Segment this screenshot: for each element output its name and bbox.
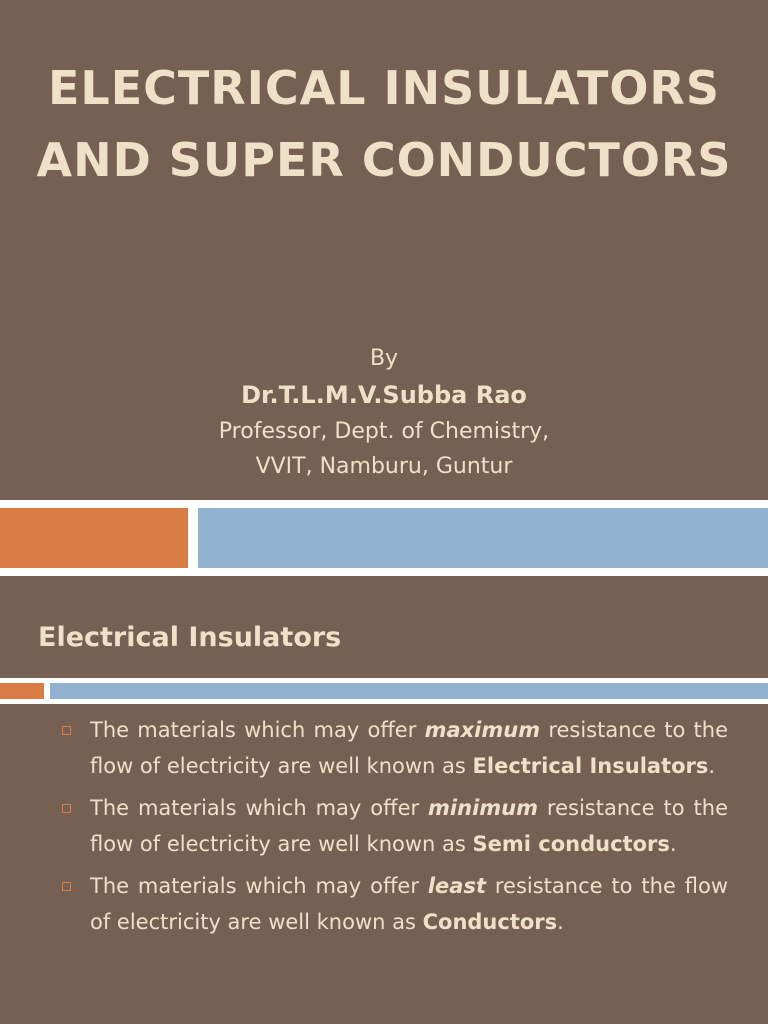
affiliation-line-2: VVIT, Namburu, Guntur xyxy=(255,454,513,479)
bullet-text-before: The materials which may offer xyxy=(90,874,428,898)
byline xyxy=(0,342,768,484)
orange-accent-bar xyxy=(0,508,188,568)
divider-band xyxy=(0,500,768,576)
hollow-square-bullet-icon xyxy=(62,804,71,813)
bullet-text-middle: resistance to the flow of electricity are well known as xyxy=(90,796,728,856)
orange-accent-bar-small xyxy=(0,683,44,699)
bullet-text-before: The materials which may offer xyxy=(90,796,429,820)
content-slide xyxy=(0,576,768,1024)
title-line-1: ELECTRICAL INSULATORS xyxy=(48,61,720,115)
blue-accent-bar xyxy=(198,508,768,568)
bullet-item xyxy=(0,712,768,784)
heading-divider-band xyxy=(0,678,768,704)
bullet-text-before: The materials which may offer xyxy=(90,718,425,742)
affiliation-line-1: Professor, Dept. of Chemistry, xyxy=(218,419,550,444)
bullet-emphasis: least xyxy=(427,874,486,898)
bullet-text-after: . xyxy=(669,832,677,856)
slide-heading: Electrical Insulators xyxy=(38,622,342,653)
bullet-term: Conductors xyxy=(422,910,558,934)
blue-accent-bar-wide xyxy=(50,683,768,699)
title-line-2: AND SUPER CONDUCTORS xyxy=(36,133,732,187)
bullet-emphasis: maximum xyxy=(424,718,541,742)
bullet-term: Semi conductors xyxy=(472,832,670,856)
author-name: Dr.T.L.M.V.Subba Rao xyxy=(241,381,527,409)
bullet-text-middle: resistance to the flow of electricity are well known as xyxy=(90,874,728,934)
bullet-item xyxy=(0,868,768,940)
hollow-square-bullet-icon xyxy=(62,882,71,891)
bullet-term: Electrical Insulators xyxy=(472,754,709,778)
bullet-text-after: . xyxy=(708,754,716,778)
by-label: By xyxy=(369,346,399,371)
slide-title xyxy=(0,52,768,196)
bullet-emphasis: minimum xyxy=(428,796,538,820)
hollow-square-bullet-icon xyxy=(62,726,71,735)
bullet-list xyxy=(0,712,768,946)
title-slide xyxy=(0,0,768,500)
bullet-text-after: . xyxy=(557,910,564,934)
bullet-item xyxy=(0,790,768,862)
bullet-text-middle: resistance to the flow of electricity are well known as xyxy=(90,718,728,778)
